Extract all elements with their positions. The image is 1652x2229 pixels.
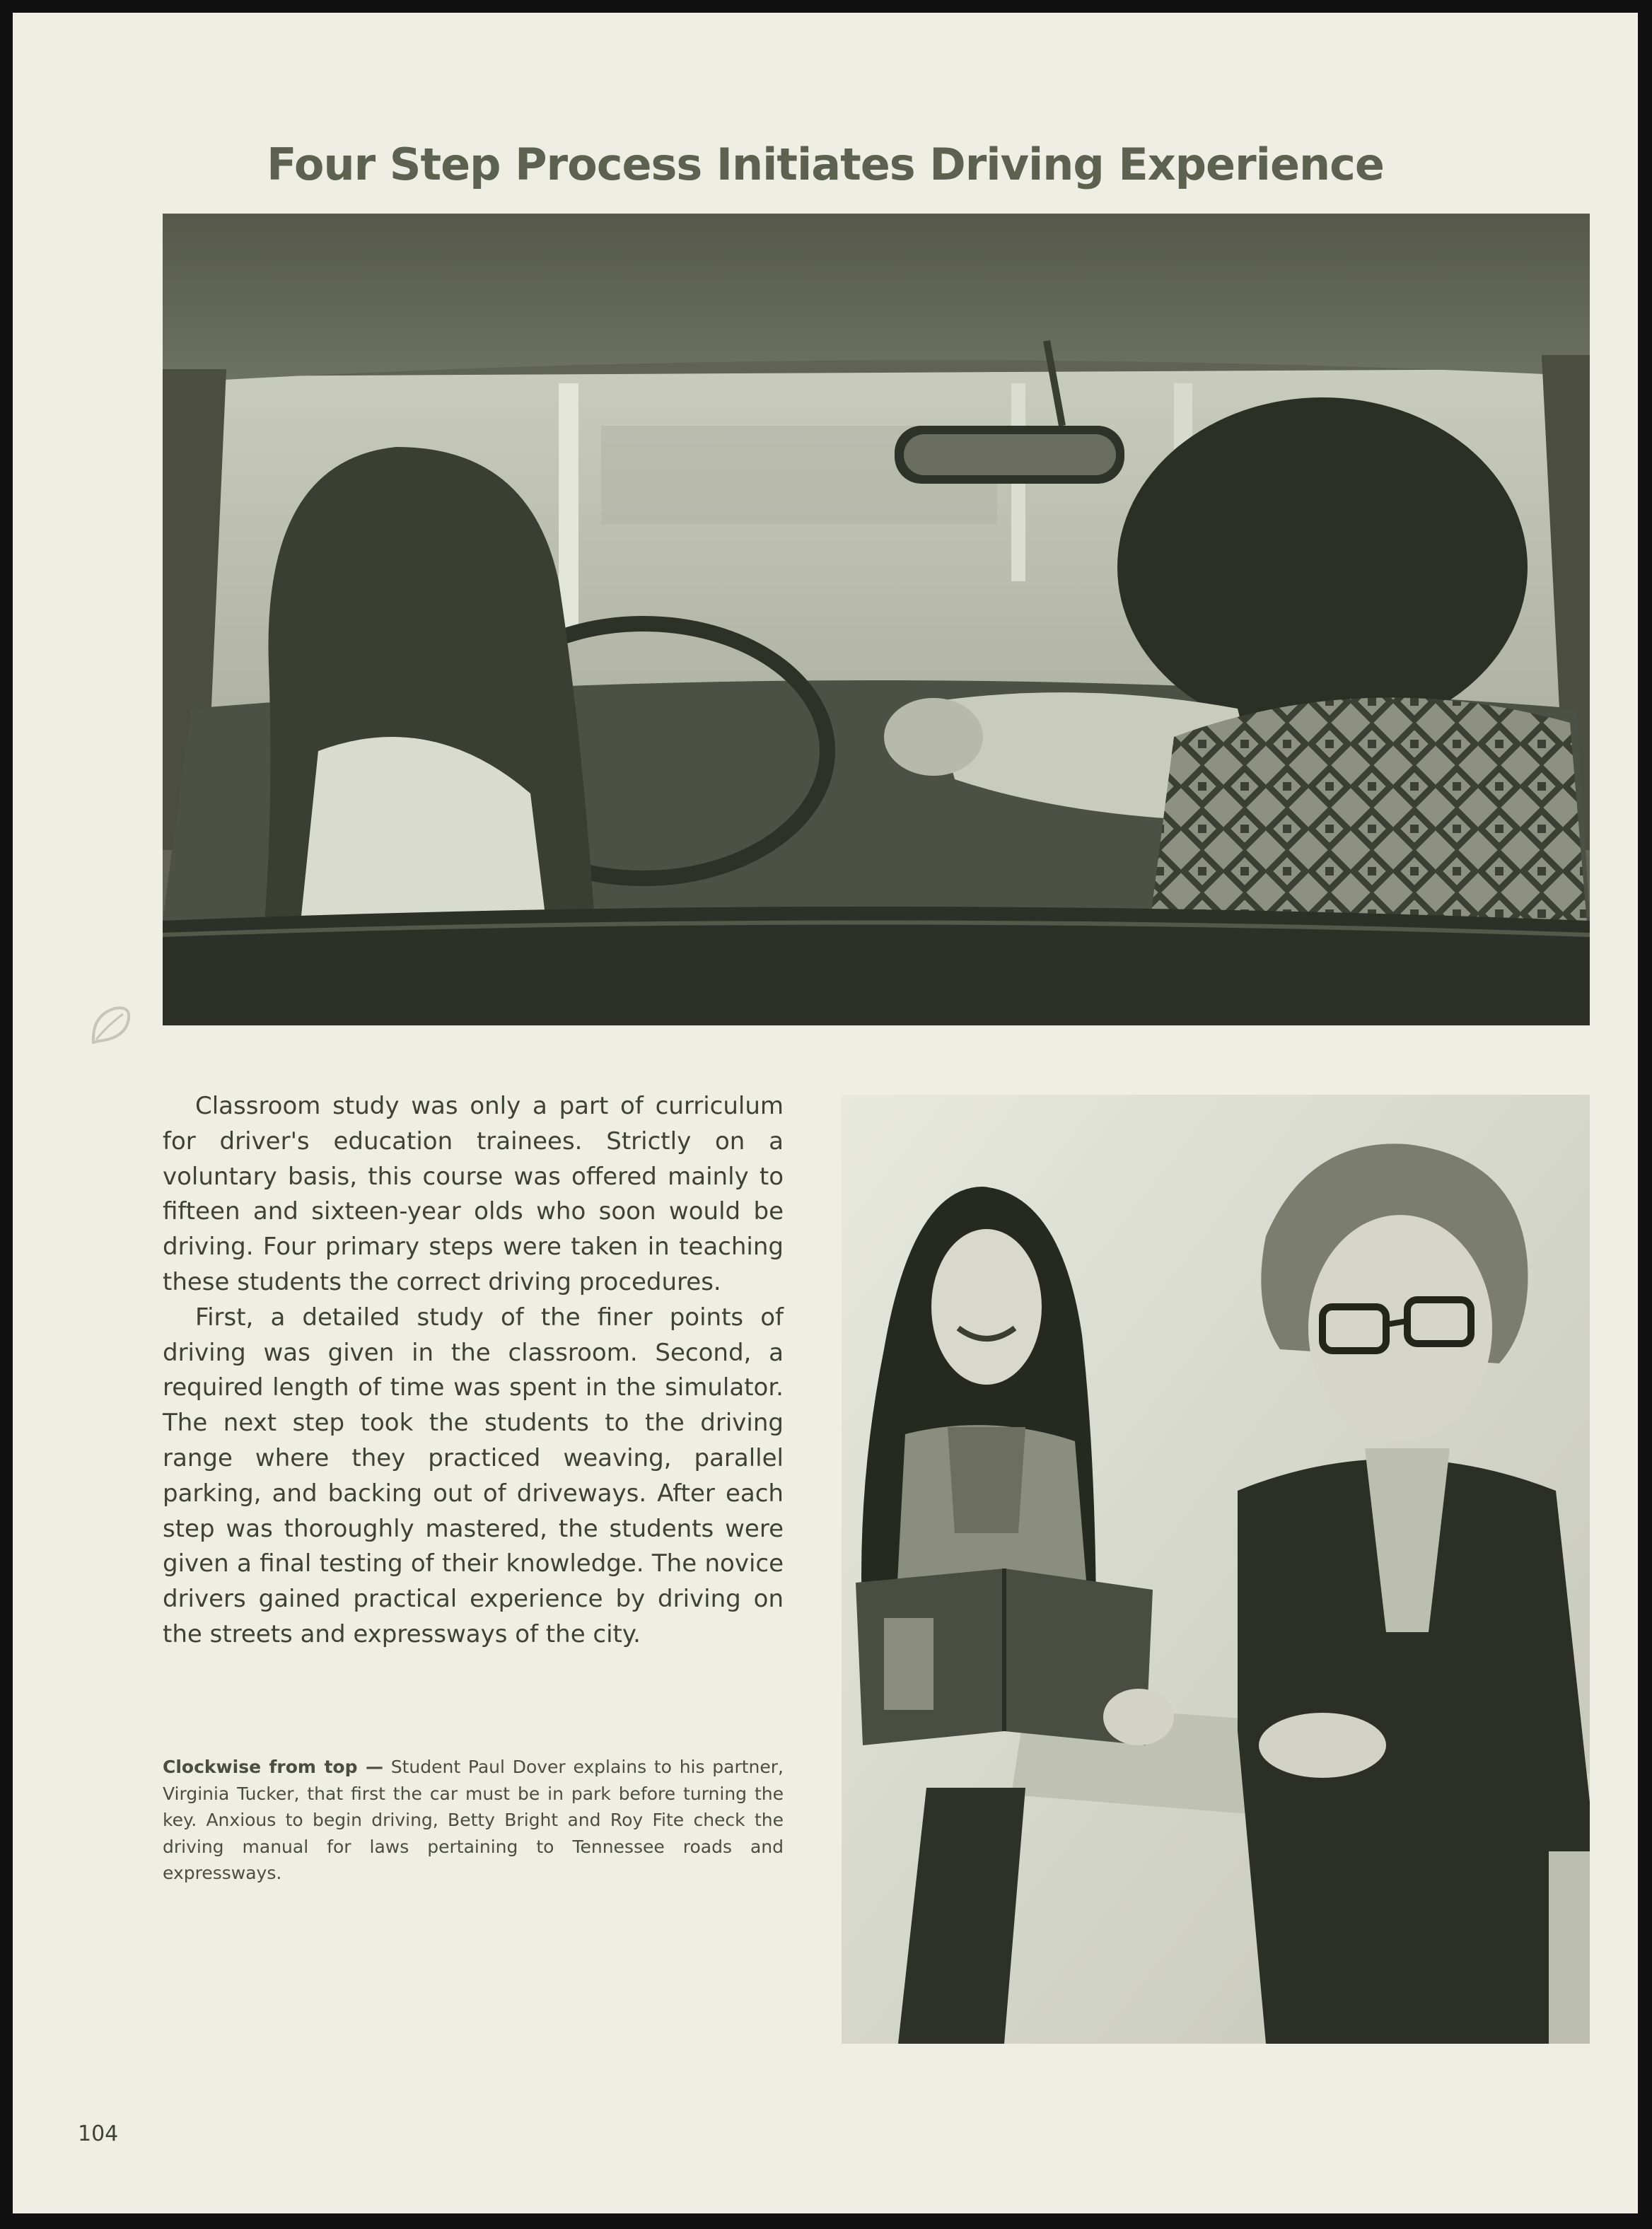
caption-text: Student Paul Dover explains to his partner, Virginia Tucker, that first the car must be in park before turning the key. Anxious to begin driving, Betty Bright and Roy Fite check the driving manual for laws pertaining to Tennessee roads and expressways. (163, 1757, 784, 1883)
article-paragraph-2: First, a detailed study of the finer points of driving was given in the classroom. Second, a required length of time was spent in the simulator. The next step took the students to the driving range where they practiced weaving, parallel parking, and backing out of driveways. After each step was thoroughly mastered, the students were given a final testing of their knowledge. The novice drivers gained practical experience by driving on the streets and expressways of the city. (163, 1303, 784, 1648)
photo-car-interior (163, 214, 1590, 1025)
article-paragraph-1: Classroom study was only a part of curriculum for driver's education trainees. Strictly on a voluntary basis, this course was offered mainly to fifteen and sixteen-year olds who soon would be driving. Four primary steps were taken in teaching these students the correct driving procedures. (163, 1092, 784, 1296)
yearbook-page (13, 13, 1638, 2213)
caption-lead: Clockwise from top — (163, 1757, 383, 1777)
page-number: 104 (78, 2122, 119, 2146)
page-title: Four Step Process Initiates Driving Experience (267, 139, 1384, 190)
photo-caption (163, 1754, 784, 1887)
photo-students-reading (842, 1095, 1590, 2044)
leaf-icon (86, 1001, 134, 1049)
article-body (163, 1089, 784, 1653)
